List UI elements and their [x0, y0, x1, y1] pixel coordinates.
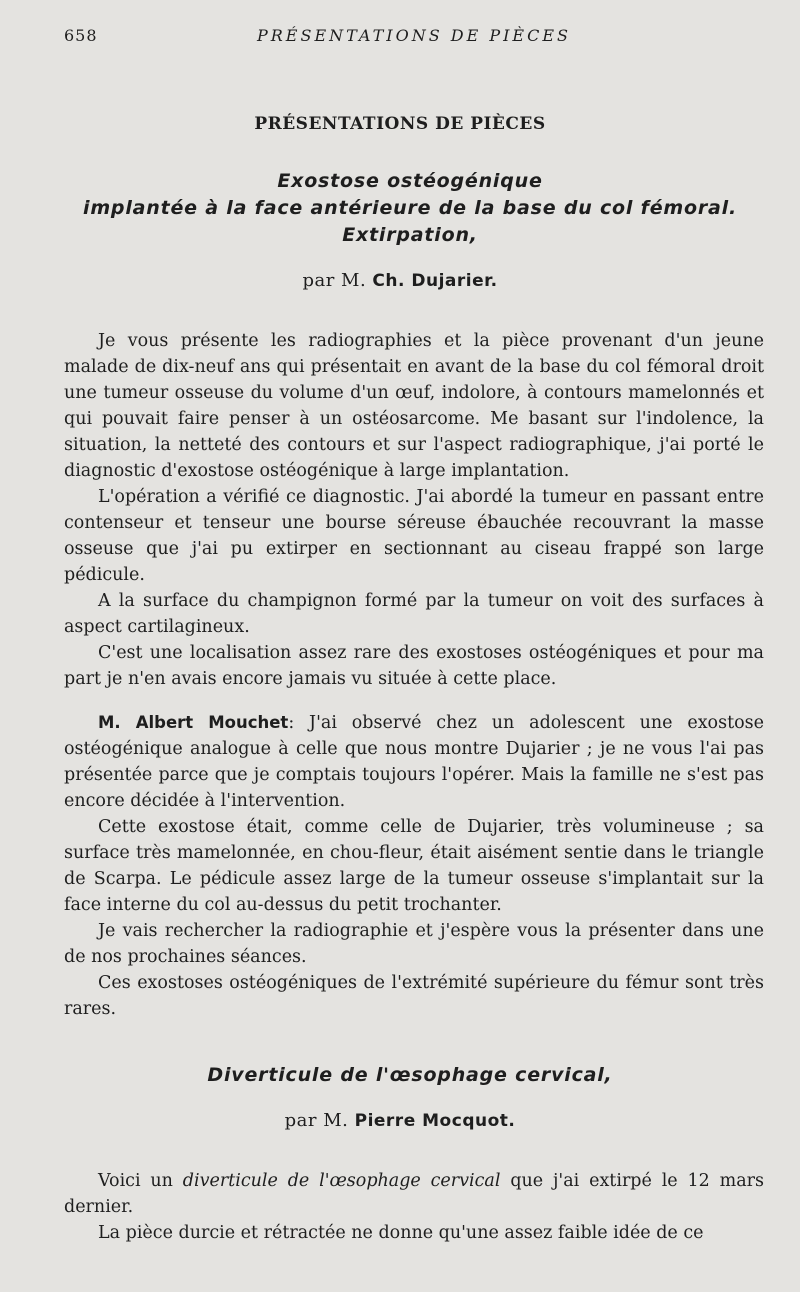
discussion-paragraph [64, 710, 764, 814]
speaker-statement: : J'ai observé chez un adolescent une exostose ostéogénique analogue à celle que nous montre Dujarier ; je ne vous l'ai pas présentée parce que je comptais toujours l'opérer. Mais la famille ne s'est pas encore décidée à l'intervention. [64, 713, 764, 811]
article-2-title: Diverticule de l'œsophage cervical, [207, 1064, 613, 1086]
article-title-line-1: Exostose ostéogénique [277, 170, 543, 192]
author-name: Ch. Dujarier. [372, 271, 498, 291]
discussion-paragraph: Je vais rechercher la radiographie et j'espère vous la présenter dans une de nos prochaines séances. [64, 921, 764, 967]
article-byline [0, 270, 800, 291]
discussion-paragraph: Ces exostoses ostéogéniques de l'extrémité supérieure du fémur sont très rares. [64, 973, 764, 1019]
body-paragraph [64, 1168, 764, 1220]
author-name: Pierre Mocquot. [354, 1111, 516, 1131]
discussion-body [64, 710, 764, 1022]
body-paragraph: La pièce durcie et rétractée ne donne qu'une assez faible idée de ce [98, 1223, 704, 1243]
running-title: PRÉSENTATIONS DE PIÈCES [256, 26, 571, 45]
article-title-line-2: implantée à la face antérieure de la base du col fémoral. [83, 197, 737, 219]
body-paragraph: C'est une localisation assez rare des exostoses ostéogéniques et pour ma part je n'en avais encore jamais vu située à cette place. [64, 643, 764, 689]
article-2-body [64, 1168, 764, 1246]
page-number: 658 [64, 26, 98, 45]
article-body [64, 328, 764, 692]
discussion-paragraph: Cette exostose était, comme celle de Dujarier, très volumineuse ; sa surface très mamelonnée, en chou-fleur, était aisément sentie dans le triangle de Scarpa. Le pédicule assez large de la tumeur osseuse s'implantait sur la face interne du col au-dessus du petit trochanter. [64, 817, 764, 915]
body-paragraph: A la surface du champignon formé par la tumeur on voit des surfaces à aspect cartilagineux. [64, 591, 764, 637]
section-title: PRÉSENTATIONS DE PIÈCES [254, 114, 546, 134]
running-header [64, 26, 764, 54]
text-run: Voici un [98, 1171, 173, 1191]
article-title [40, 168, 780, 249]
italic-term: diverticule de l'œsophage cervical [182, 1171, 501, 1191]
byline-prefix: par M. [302, 270, 367, 291]
speaker-name: M. Albert Mouchet [98, 713, 289, 732]
byline-prefix: par M. [284, 1110, 349, 1131]
text-run: que j'ai extirpé le 12 mars dernier. [64, 1171, 764, 1217]
body-paragraph: L'opération a vérifié ce diagnostic. J'ai abordé la tumeur en passant entre contenseur et tenseur une bourse séreuse ébauchée recouvrant la masse osseuse que j'ai pu extirper en sectionnant au ciseau frappé son large pédicule. [64, 487, 764, 585]
article-2-byline [0, 1110, 800, 1131]
body-paragraph: Je vous présente les radiographies et la pièce provenant d'un jeune malade de dix-neuf ans qui présentait en avant de la base du col fémoral droit une tumeur osseuse du volume d'un œuf, indolore, à contours mamelonnés et qui pouvait faire penser à un ostéosarcome. Me basant sur l'indolence, la situation, la netteté des contours et sur l'aspect radiographique, j'ai porté le diagnostic d'exostose ostéogénique à large implantation. [64, 331, 764, 481]
article-title-line-3: Extirpation, [342, 224, 478, 246]
